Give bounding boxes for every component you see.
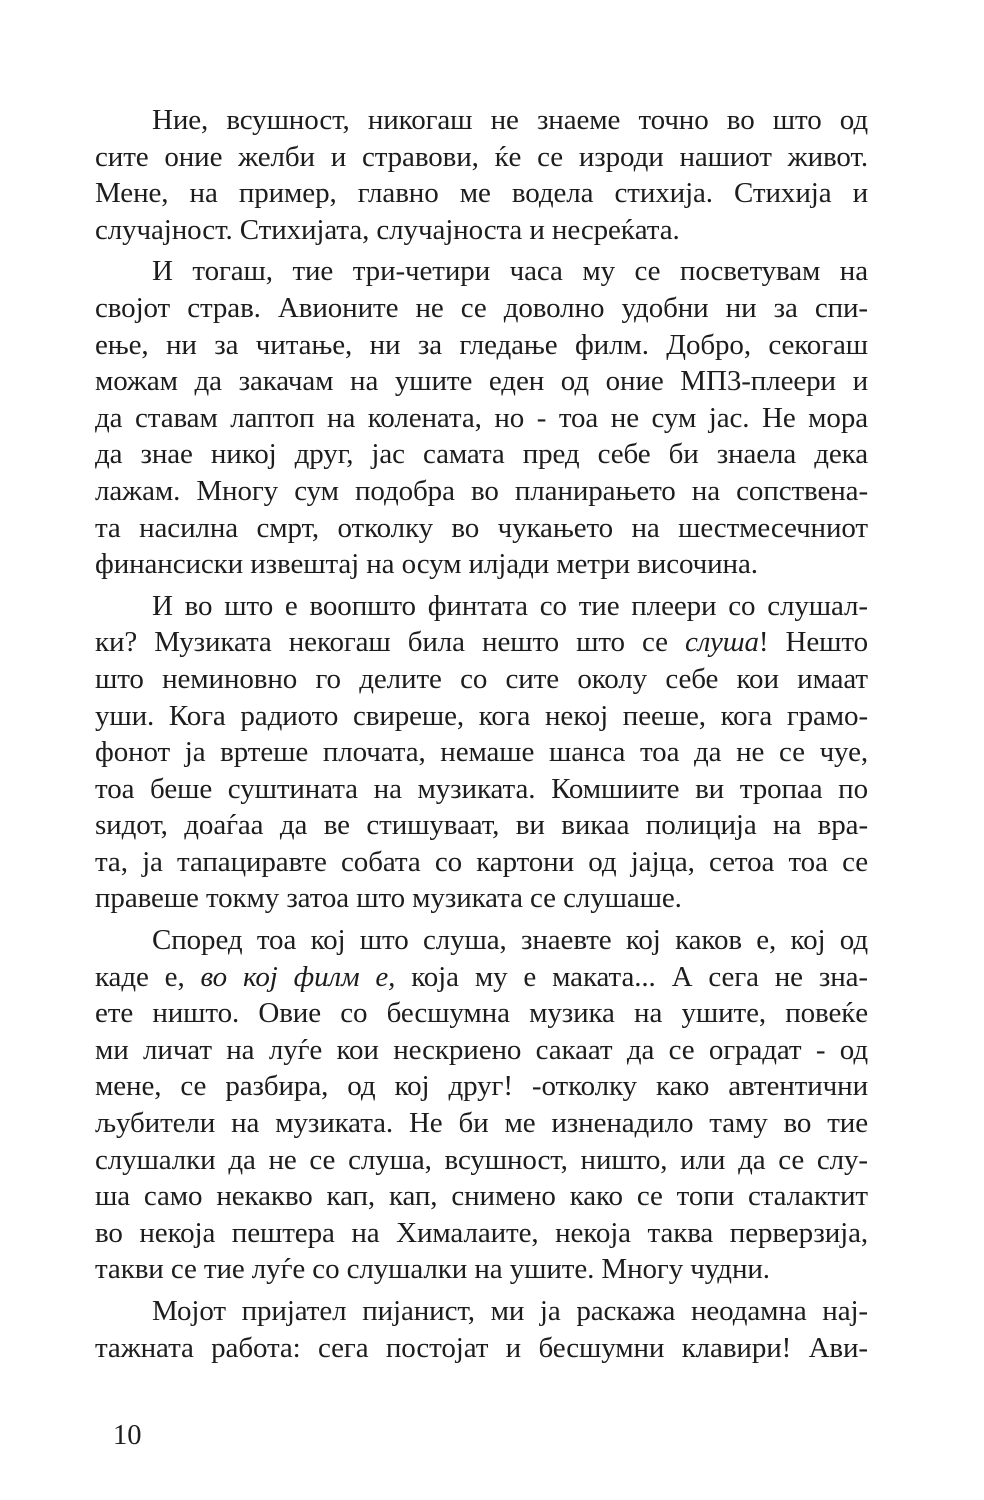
text-segment: лажам. Многу сум подобра во планирањето на сопствена- bbox=[95, 474, 868, 507]
text-segment: тоа беше суштината на музиката. Комшиите ви тропаа по bbox=[95, 772, 868, 805]
text-line bbox=[95, 1251, 868, 1288]
text-line bbox=[95, 995, 868, 1032]
paragraph bbox=[95, 102, 868, 248]
text-segment: ѕидот, доаѓаа да ве стишуваат, ви викаа полиција на вра- bbox=[95, 809, 868, 842]
text-segment: слушалки да не се слуша, всушност, ништо, или да се слу- bbox=[95, 1143, 868, 1176]
text-segment: Според тоа кој што слуша, знаевте кој каков е, кој од bbox=[152, 924, 868, 957]
text-segment: во некоја пештера на Хималаите, некоја таква перверзија, bbox=[95, 1216, 868, 1249]
text-line bbox=[95, 175, 868, 212]
text-segment: Мојот пријател пијанист, ми ја раскажа неодамна нај- bbox=[152, 1295, 868, 1327]
text-segment: фонот ја вртеше плочата, немаше шанса тоа да не се чуе, bbox=[95, 736, 868, 769]
page-number: 10 bbox=[113, 1420, 142, 1451]
text-segment: Ние, всушност, никогаш не знаеме точно во што од bbox=[152, 104, 868, 136]
text-line bbox=[95, 1068, 868, 1105]
text-line bbox=[95, 1032, 868, 1069]
text-line bbox=[95, 734, 868, 771]
text-line bbox=[95, 212, 868, 249]
text-line bbox=[95, 1330, 868, 1367]
text-line bbox=[95, 844, 868, 881]
text-line bbox=[95, 363, 868, 400]
text-segment: да ставам лаптоп на колената, но - тоа не сум јас. Не мора bbox=[95, 401, 868, 434]
text-segment: та, ја тапациравте собата со картони од јајца, сетоа тоа се bbox=[95, 845, 868, 878]
text-line bbox=[95, 1293, 868, 1330]
text-segment: можам да закачам на ушите еден од оние МП3-плеери и bbox=[95, 365, 868, 398]
text-line bbox=[95, 510, 868, 547]
text-line bbox=[95, 102, 868, 139]
text-segment: такви се тие луѓе со слушалки на ушите. Многу чудни. bbox=[95, 1253, 770, 1286]
text-line bbox=[95, 473, 868, 510]
text-line bbox=[95, 922, 868, 959]
text-line bbox=[95, 959, 868, 996]
text-line bbox=[95, 1215, 868, 1252]
text-segment: та насилна смрт, отколку во чукањето на шестмесечниот bbox=[95, 511, 868, 544]
text-segment: финансиски извештај на осум илјади метри височина. bbox=[95, 548, 758, 581]
text-segment: правеше токму затоа што музиката се слушаше. bbox=[95, 882, 682, 915]
text-line bbox=[95, 546, 868, 583]
text-line bbox=[95, 588, 868, 625]
text-line bbox=[95, 880, 868, 917]
text-segment: љубители на музиката. Не би ме изненадило таму во тие bbox=[95, 1107, 868, 1140]
text-segment: мене, се разбира, од кој друг! -отколку како автентични bbox=[95, 1070, 868, 1103]
text-line bbox=[95, 1142, 868, 1179]
text-segment: ша само некакво кап, кап, снимено како се топи сталактит bbox=[95, 1180, 868, 1213]
text-segment: ење, ни за читање, ни за гледање филм. Добро, секогаш bbox=[95, 328, 868, 361]
text-line bbox=[95, 1105, 868, 1142]
text-segment: да знае никој друг, јас самата пред себе би знаела дека bbox=[95, 438, 868, 471]
text-segment: ! Нешто bbox=[758, 626, 868, 659]
text-line bbox=[95, 807, 868, 844]
text-line bbox=[95, 624, 868, 661]
text-line bbox=[95, 436, 868, 473]
text-line bbox=[95, 771, 868, 808]
text-line bbox=[95, 253, 868, 290]
text-segment: својот страв. Авионите не се доволно удобни ни за спи- bbox=[95, 291, 868, 324]
text-segment: која му е маката... А сега не зна- bbox=[395, 960, 868, 993]
text-line bbox=[95, 327, 868, 364]
text-segment: ми личат на луѓе кои нескриено сакаат да се оградат - од bbox=[95, 1033, 868, 1066]
text-line bbox=[95, 698, 868, 735]
text-segment: ки? Музиката некогаш била нешто што се bbox=[95, 626, 686, 659]
text-segment: што неминовно го делите со сите околу себе кои имаат bbox=[95, 662, 868, 695]
text-segment: ете ништо. Овие со бесшумна музика на ушите, повеќе bbox=[95, 997, 868, 1030]
paragraph bbox=[95, 253, 868, 582]
italic-text: слуша bbox=[685, 626, 759, 659]
text-line bbox=[95, 1178, 868, 1215]
text-segment: сите оние желби и стравови, ќе се изроди нашиот живот. bbox=[95, 140, 868, 173]
text-segment: Мене, на пример, главно ме водела стихија. Стихија и bbox=[95, 177, 868, 210]
text-segment: случајност. Стихијата, случајноста и несреќата. bbox=[95, 213, 680, 246]
paragraph bbox=[95, 588, 868, 917]
paragraph bbox=[95, 1293, 868, 1366]
text-line bbox=[95, 400, 868, 437]
paragraph bbox=[95, 922, 868, 1288]
text-line bbox=[95, 139, 868, 176]
text-line bbox=[95, 290, 868, 327]
text-column bbox=[95, 102, 868, 1366]
text-segment: каде е, bbox=[95, 960, 201, 993]
text-line bbox=[95, 661, 868, 698]
italic-text: во кој филм е, bbox=[200, 960, 396, 993]
text-segment: И тогаш, тие три-четири часа му се посветувам на bbox=[152, 255, 868, 288]
text-segment: тажната работа: сега постојат и бесшумни клавири! Ави- bbox=[95, 1331, 868, 1364]
text-segment: уши. Кога радиото свиреше, кога некој пееше, кога грамо- bbox=[95, 699, 868, 732]
text-segment: И во што е воопшто финтата со тие плеери со слушал- bbox=[152, 589, 868, 622]
